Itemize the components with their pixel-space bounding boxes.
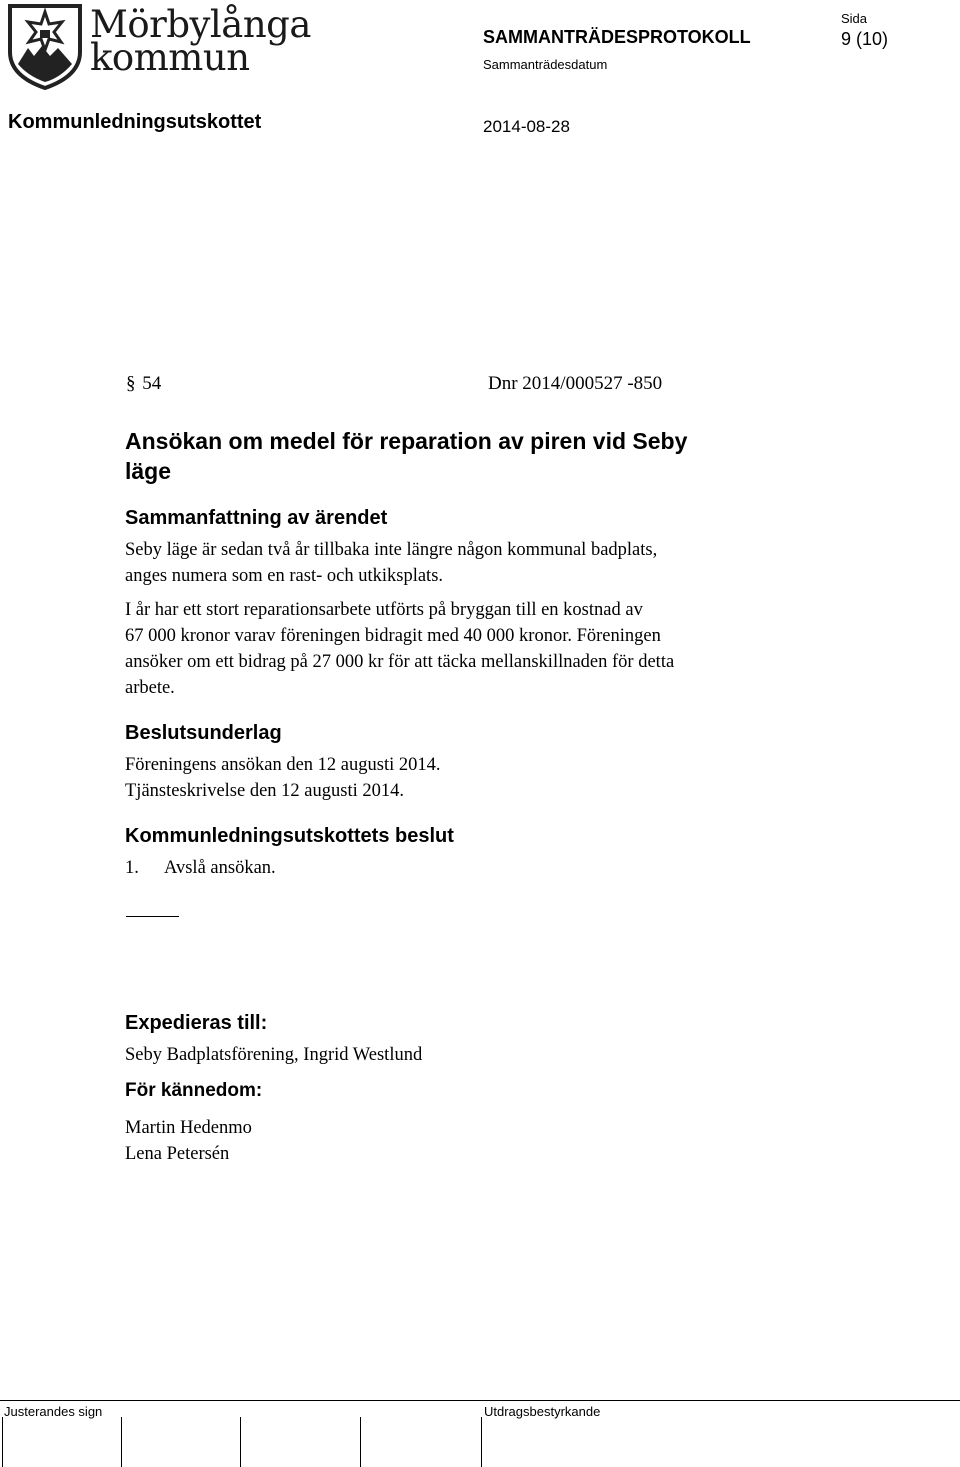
signature-box-divider	[240, 1417, 241, 1467]
decision-heading: Kommunledningsutskottets beslut	[125, 825, 454, 847]
signature-box-divider	[360, 1417, 361, 1467]
dispatch-heading: Expedieras till:	[125, 1012, 268, 1034]
page-number: 9 (10)	[841, 29, 889, 49]
municipality-crest-icon	[4, 2, 96, 92]
logo-name-line2: kommun	[90, 36, 250, 79]
summary-line: 67 000 kronor varav föreningen bidragit med 40 000 kronor. Föreningen	[125, 626, 661, 646]
certification-label: Utdragsbestyrkande	[484, 1404, 601, 1419]
meeting-date: 2014-08-28	[483, 117, 570, 136]
case-title-line2: läge	[125, 458, 172, 484]
paragraph-symbol: §	[126, 373, 136, 394]
department-name: Kommunledningsutskottet	[8, 111, 262, 133]
case-number	[126, 373, 161, 395]
decision-item-text: Avslå ansökan.	[164, 858, 276, 878]
info-recipient: Martin Hedenmo	[125, 1118, 252, 1138]
summary-line: Seby läge är sedan två år tillbaka inte längre någon kommunal badplats,	[125, 540, 658, 560]
signature-box-divider	[2, 1417, 3, 1467]
info-recipient: Lena Petersén	[125, 1144, 230, 1164]
adjuster-sign-label: Justerandes sign	[4, 1404, 103, 1419]
meeting-date-label: Sammanträdesdatum	[483, 57, 608, 72]
summary-heading: Sammanfattning av ärendet	[125, 507, 388, 529]
basis-line: Föreningens ansökan den 12 augusti 2014.	[125, 755, 441, 775]
case-reference: Dnr 2014/000527 -850	[488, 373, 663, 394]
signature-box-divider	[481, 1417, 482, 1467]
summary-line: I år har ett stort reparationsarbete utförts på bryggan till en kostnad av	[125, 600, 643, 620]
basis-line: Tjänsteskrivelse den 12 augusti 2014.	[125, 781, 404, 801]
logo-name-line1: Mörbylånga	[90, 3, 311, 46]
summary-line: ansöker om ett bidrag på 27 000 kr för att täcka mellanskillnaden för detta	[125, 652, 675, 672]
document-type: SAMMANTRÄDESPROTOKOLL	[483, 27, 751, 47]
for-information-heading: För kännedom:	[125, 1080, 263, 1101]
separator-line	[126, 916, 179, 917]
municipality-logo-text	[90, 3, 311, 79]
page-label: Sida	[841, 11, 868, 26]
case-title-line1: Ansökan om medel för reparation av piren vid Seby	[125, 428, 688, 454]
basis-heading: Beslutsunderlag	[125, 722, 282, 744]
paragraph-number: 54	[142, 373, 162, 394]
summary-line: anges numera som en rast- och utkiksplats.	[125, 566, 444, 586]
signature-box-divider	[121, 1417, 122, 1467]
signature-footer	[0, 1400, 960, 1467]
dispatch-recipient: Seby Badplatsförening, Ingrid Westlund	[125, 1045, 423, 1065]
decision-item-number: 1.	[125, 858, 139, 878]
summary-line: arbete.	[125, 678, 175, 698]
